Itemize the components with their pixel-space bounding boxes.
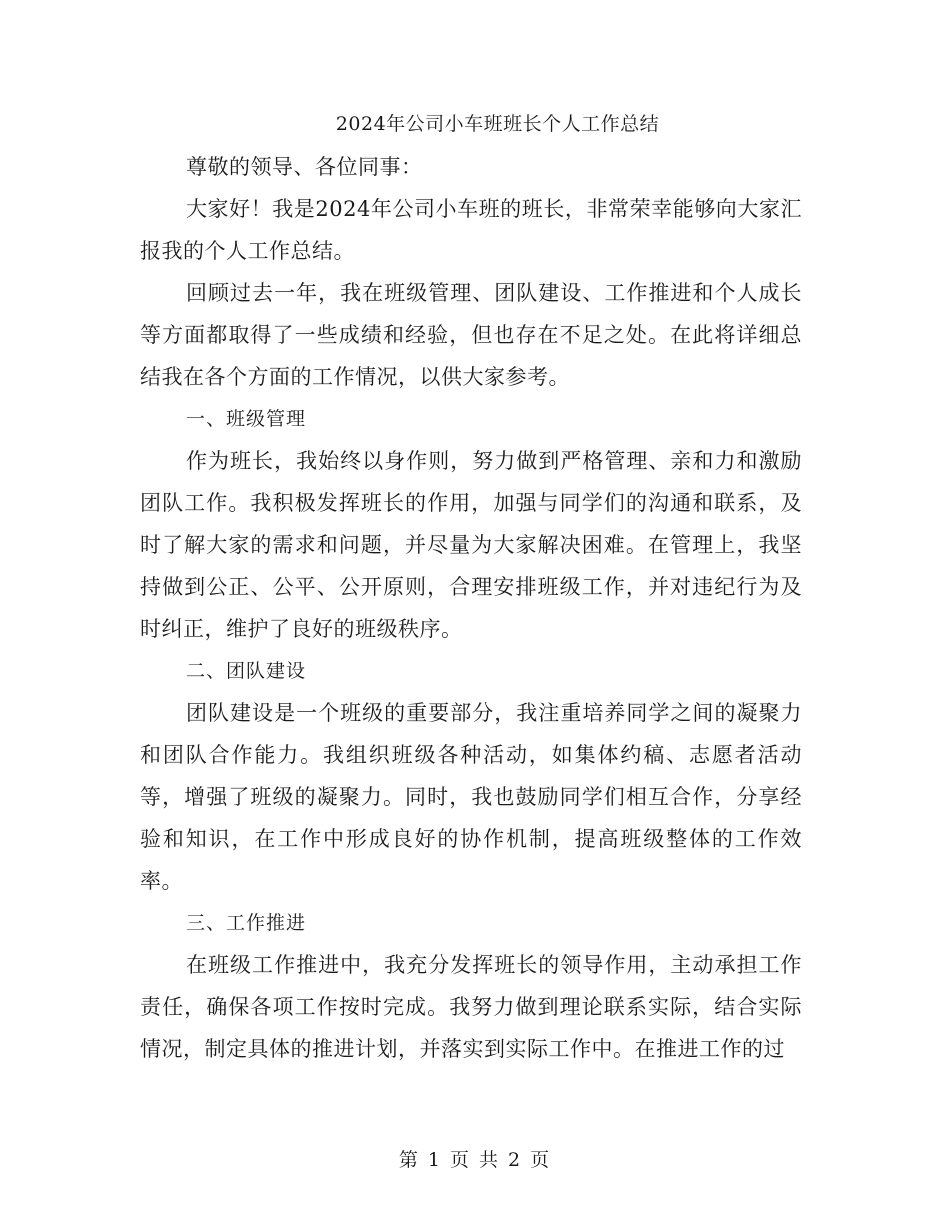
paragraph-team-building: 团队建设是一个班级的重要部分，我注重培养同学之间的凝聚力和团队合作能力。我组织班级各种活动，如集体约稿、志愿者活动等，增强了班级的凝聚力。同时，我也鼓励同学们相互合作，分享经验和知识，在工作中形成良好的协作机制，提高班级整体的工作效率。 bbox=[140, 701, 802, 893]
section-heading-team-building: 二、团队建设 bbox=[186, 660, 307, 682]
document-body bbox=[140, 146, 802, 1070]
greeting: 尊敬的领导、各位同事： bbox=[186, 155, 423, 179]
page-number-footer: 第 1 页 共 2 页 bbox=[398, 1149, 552, 1171]
paragraph-class-management: 作为班长，我始终以身作则，努力做到严格管理、亲和力和激励团队工作。我积极发挥班长的作用，加强与同学们的沟通和联系，及时了解大家的需求和问题，并尽量为大家解决困难。在管理上，我坚持做到公正、公平、公开原则，合理安排班级工作，并对违纪行为及时纠正，维护了良好的班级秩序。 bbox=[140, 449, 802, 641]
section-heading-work-progress: 三、工作推进 bbox=[186, 912, 307, 934]
paragraph-work-progress: 在班级工作推进中，我充分发挥班长的领导作用，主动承担工作责任，确保各项工作按时完成。我努力做到理论联系实际，结合实际情况，制定具体的推进计划，并落实到实际工作中。在推进工作的过 bbox=[140, 953, 802, 1061]
paragraph-review: 回顾过去一年，我在班级管理、团队建设、工作推进和个人成长等方面都取得了一些成绩和经验，但也存在不足之处。在此将详细总结我在各个方面的工作情况，以供大家参考。 bbox=[140, 281, 802, 389]
paragraph-intro: 大家好！我是2024年公司小车班的班长，非常荣幸能够向大家汇报我的个人工作总结。 bbox=[140, 197, 802, 263]
document-title: 2024年公司小车班班长个人工作总结 bbox=[335, 113, 660, 135]
section-heading-class-management: 一、班级管理 bbox=[186, 408, 307, 430]
